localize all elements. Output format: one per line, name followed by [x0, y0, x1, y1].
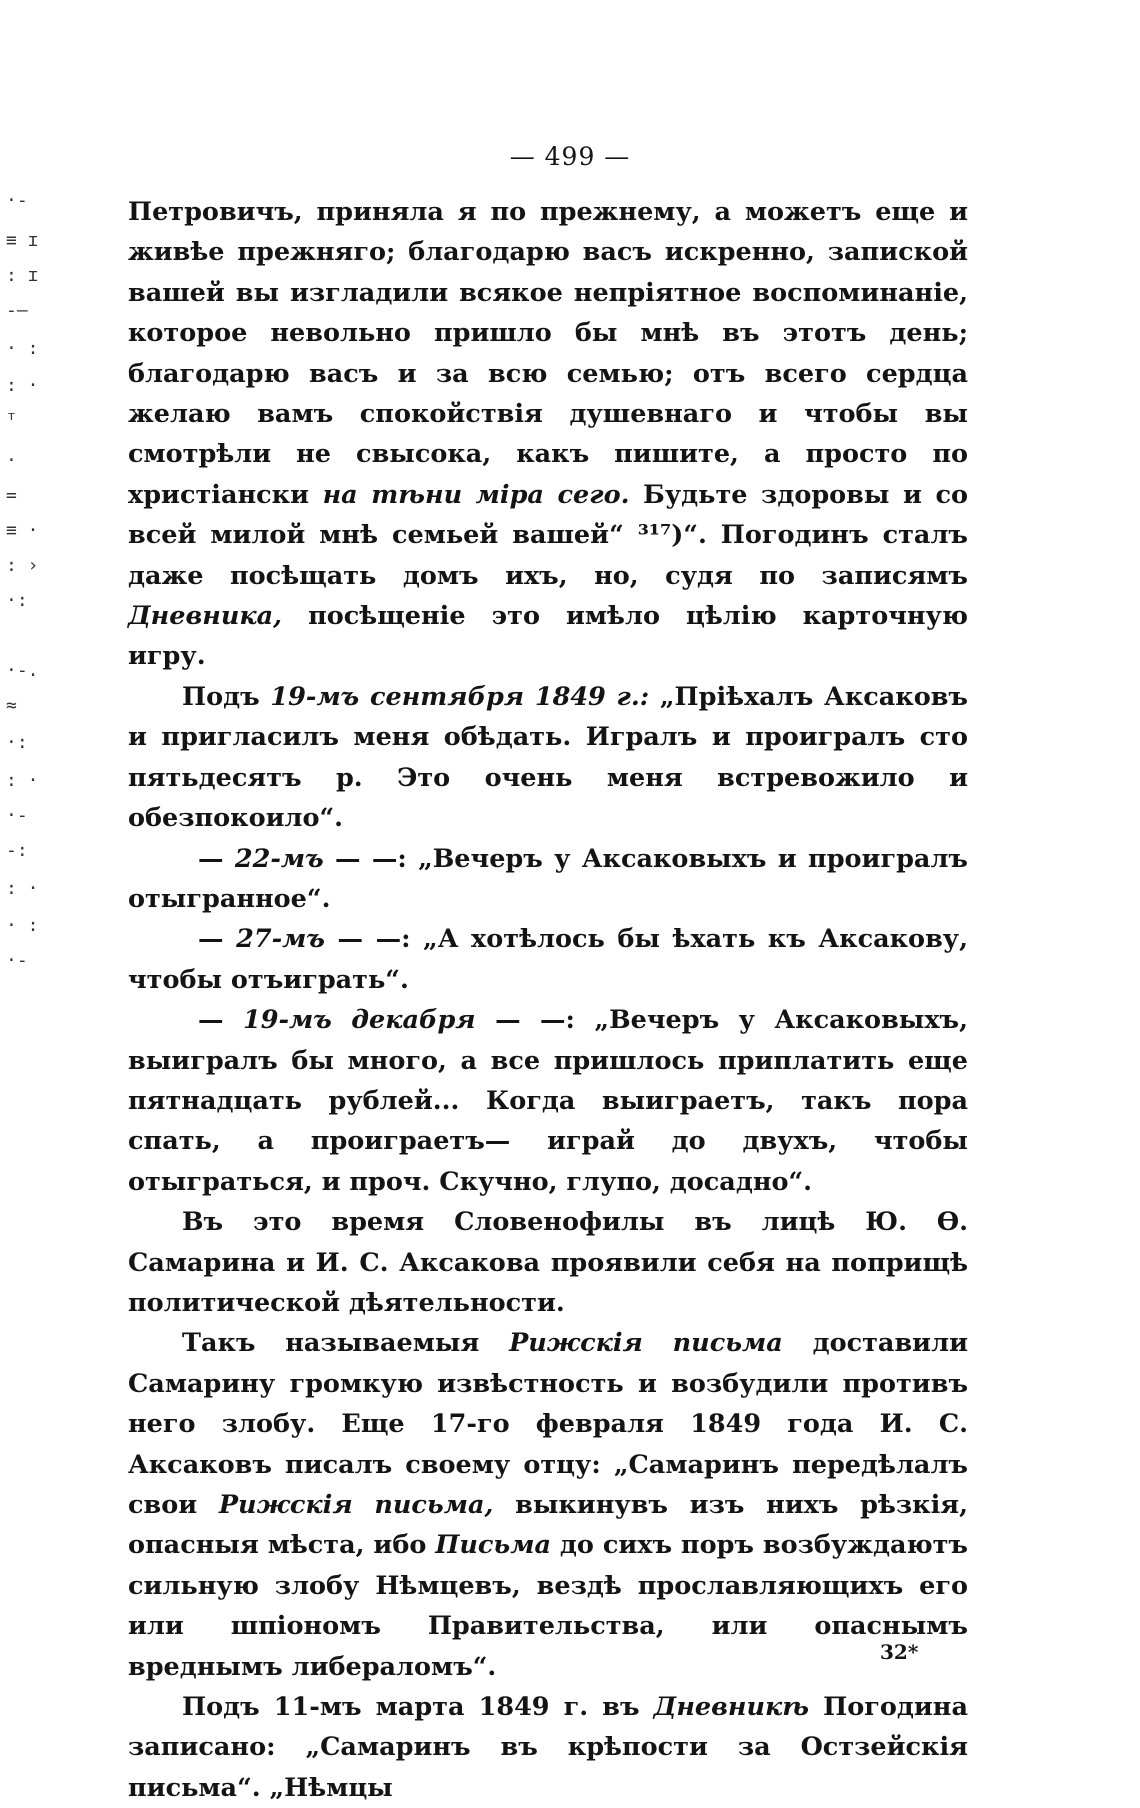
margin-mark: ·- — [6, 805, 28, 826]
text-run: Подъ 11-мъ марта 1849 г. въ — [182, 1692, 654, 1723]
text-run: — — [198, 1005, 243, 1036]
margin-mark: ·- — [6, 190, 28, 211]
italic-run: Письма — [435, 1530, 551, 1561]
margin-mark: ᵀ — [6, 410, 17, 431]
italic-run: 19-мъ сентября 1849 г.: — [270, 681, 650, 712]
text-run: Погодина записано: „Самаринъ въ крѣпости за Остзейскія письма“. „Нѣмцы — [128, 1692, 968, 1803]
margin-mark: · : — [6, 915, 39, 936]
paragraph-1 — [128, 192, 968, 677]
margin-mark: : · — [6, 770, 39, 791]
margin-mark: ·- — [6, 950, 28, 971]
italic-run: Рижскія письма, — [218, 1490, 494, 1520]
text-run: Подъ — [182, 681, 271, 712]
text-run: посѣщеніе это имѣло цѣлію карточную игру. — [128, 601, 968, 672]
margin-mark: ≈ — [6, 695, 17, 716]
text-run: — —: „Вечеръ у Аксаковыхъ и проигралъ отыгранное“. — [128, 843, 968, 914]
margin-mark: -: — [6, 840, 28, 861]
italic-run: Рижскія письма — [509, 1328, 783, 1359]
margin-mark: ·: — [6, 590, 28, 611]
margin-mark: : · — [6, 375, 39, 396]
text-run: выкинувъ изъ нихъ рѣзкія, опасныя мѣста, ибо — [128, 1490, 968, 1561]
margin-mark: · : — [6, 338, 39, 359]
text-run: — — [198, 924, 237, 955]
margin-mark: ≡ · — [6, 520, 39, 541]
italic-run: Дневника, — [128, 601, 283, 632]
margin-mark: ≡ ɪ — [6, 230, 39, 251]
text-run: Такъ называемыя — [182, 1328, 510, 1359]
margin-mark: : · — [6, 878, 39, 899]
italic-run: 22-мъ — [234, 843, 324, 874]
margin-mark: : › — [6, 555, 39, 576]
page-body — [128, 192, 968, 1808]
paragraph-2 — [128, 677, 968, 839]
text-run: „Пріѣхалъ Аксаковъ и пригласилъ меня обѣдать. Игралъ и проигралъ сто пятьдесятъ р. Это очень меня встревожило и обезпокоило“. — [128, 681, 968, 834]
margin-scan-marks — [0, 0, 40, 1775]
margin-mark: · — [6, 450, 17, 471]
text-run: — — [198, 843, 235, 874]
italic-run: 27-мъ — [236, 924, 325, 955]
paragraph-8 — [128, 1687, 968, 1808]
italic-run: Дневникѣ — [653, 1692, 810, 1723]
printer-signature-mark: 32* — [880, 1640, 919, 1664]
italic-run: 19-мъ декабря — [242, 1005, 476, 1036]
text-run: Петровичъ, приняла я по прежнему, а можетъ еще и живѣе прежняго; благодарю васъ искренно, запиской вашей вы изгладили всякое непріятное воспоминаніе, которое невольно пришло бы мнѣ въ этотъ день; благодарю васъ и за всю семью; отъ всего сердца желаю вамъ спокойствія душевнаго и чтобы вы смотрѣли не свысока, какъ пишите, а просто по христіански — [128, 197, 968, 510]
paragraph-3 — [128, 839, 968, 920]
paragraph-4 — [128, 919, 968, 1000]
margin-mark: : ɪ — [6, 265, 39, 286]
italic-run: на тѣни міра сего. — [322, 479, 630, 510]
text-run: до сихъ поръ возбуждаютъ сильную злобу Нѣмцевъ, вездѣ прославляющихъ его или шпіономъ Правительства, или опаснымъ вреднымъ либераломъ“. — [128, 1530, 968, 1682]
text-run: Будьте здоровы и со всей милой мнѣ семьей вашей“ ³¹⁷)“. Погодинъ сталъ даже посѣщать домъ ихъ, но, судя по записямъ — [128, 479, 969, 591]
margin-mark: ·-. — [6, 660, 39, 681]
paragraph-6: Въ это время Словенофилы въ лицѣ Ю. Ѳ. Самарина и И. С. Аксакова проявили себя на поприщѣ политической дѣятельности. — [128, 1207, 968, 1318]
margin-mark: -— — [6, 300, 28, 321]
margin-mark: = — [6, 485, 17, 506]
paragraph-7 — [128, 1323, 968, 1687]
text-run: доставили Самарину громкую извѣстность и возбудили противъ него злобу. Еще 17-го февраля 1849 года И. С. Аксаковъ писалъ своему отцу: „Самаринъ передѣлалъ свои — [128, 1328, 968, 1520]
text-run: — —: „Вечеръ у Аксаковыхъ, выигралъ бы много, а все пришлось приплатить еще пятнадцать рублей... Когда выиграетъ, такъ пора спать, а проиграетъ— играй до двухъ, чтобы отыграться, и проч. Скучно, глупо, досадно“. — [128, 1005, 968, 1197]
page-number: — 499 — — [509, 142, 631, 171]
paragraph-5 — [128, 1000, 968, 1202]
margin-mark: ·: — [6, 732, 28, 753]
text-run: — —: „А хотѣлось бы ѣхать къ Аксакову, чтобы отъиграть“. — [128, 924, 968, 995]
